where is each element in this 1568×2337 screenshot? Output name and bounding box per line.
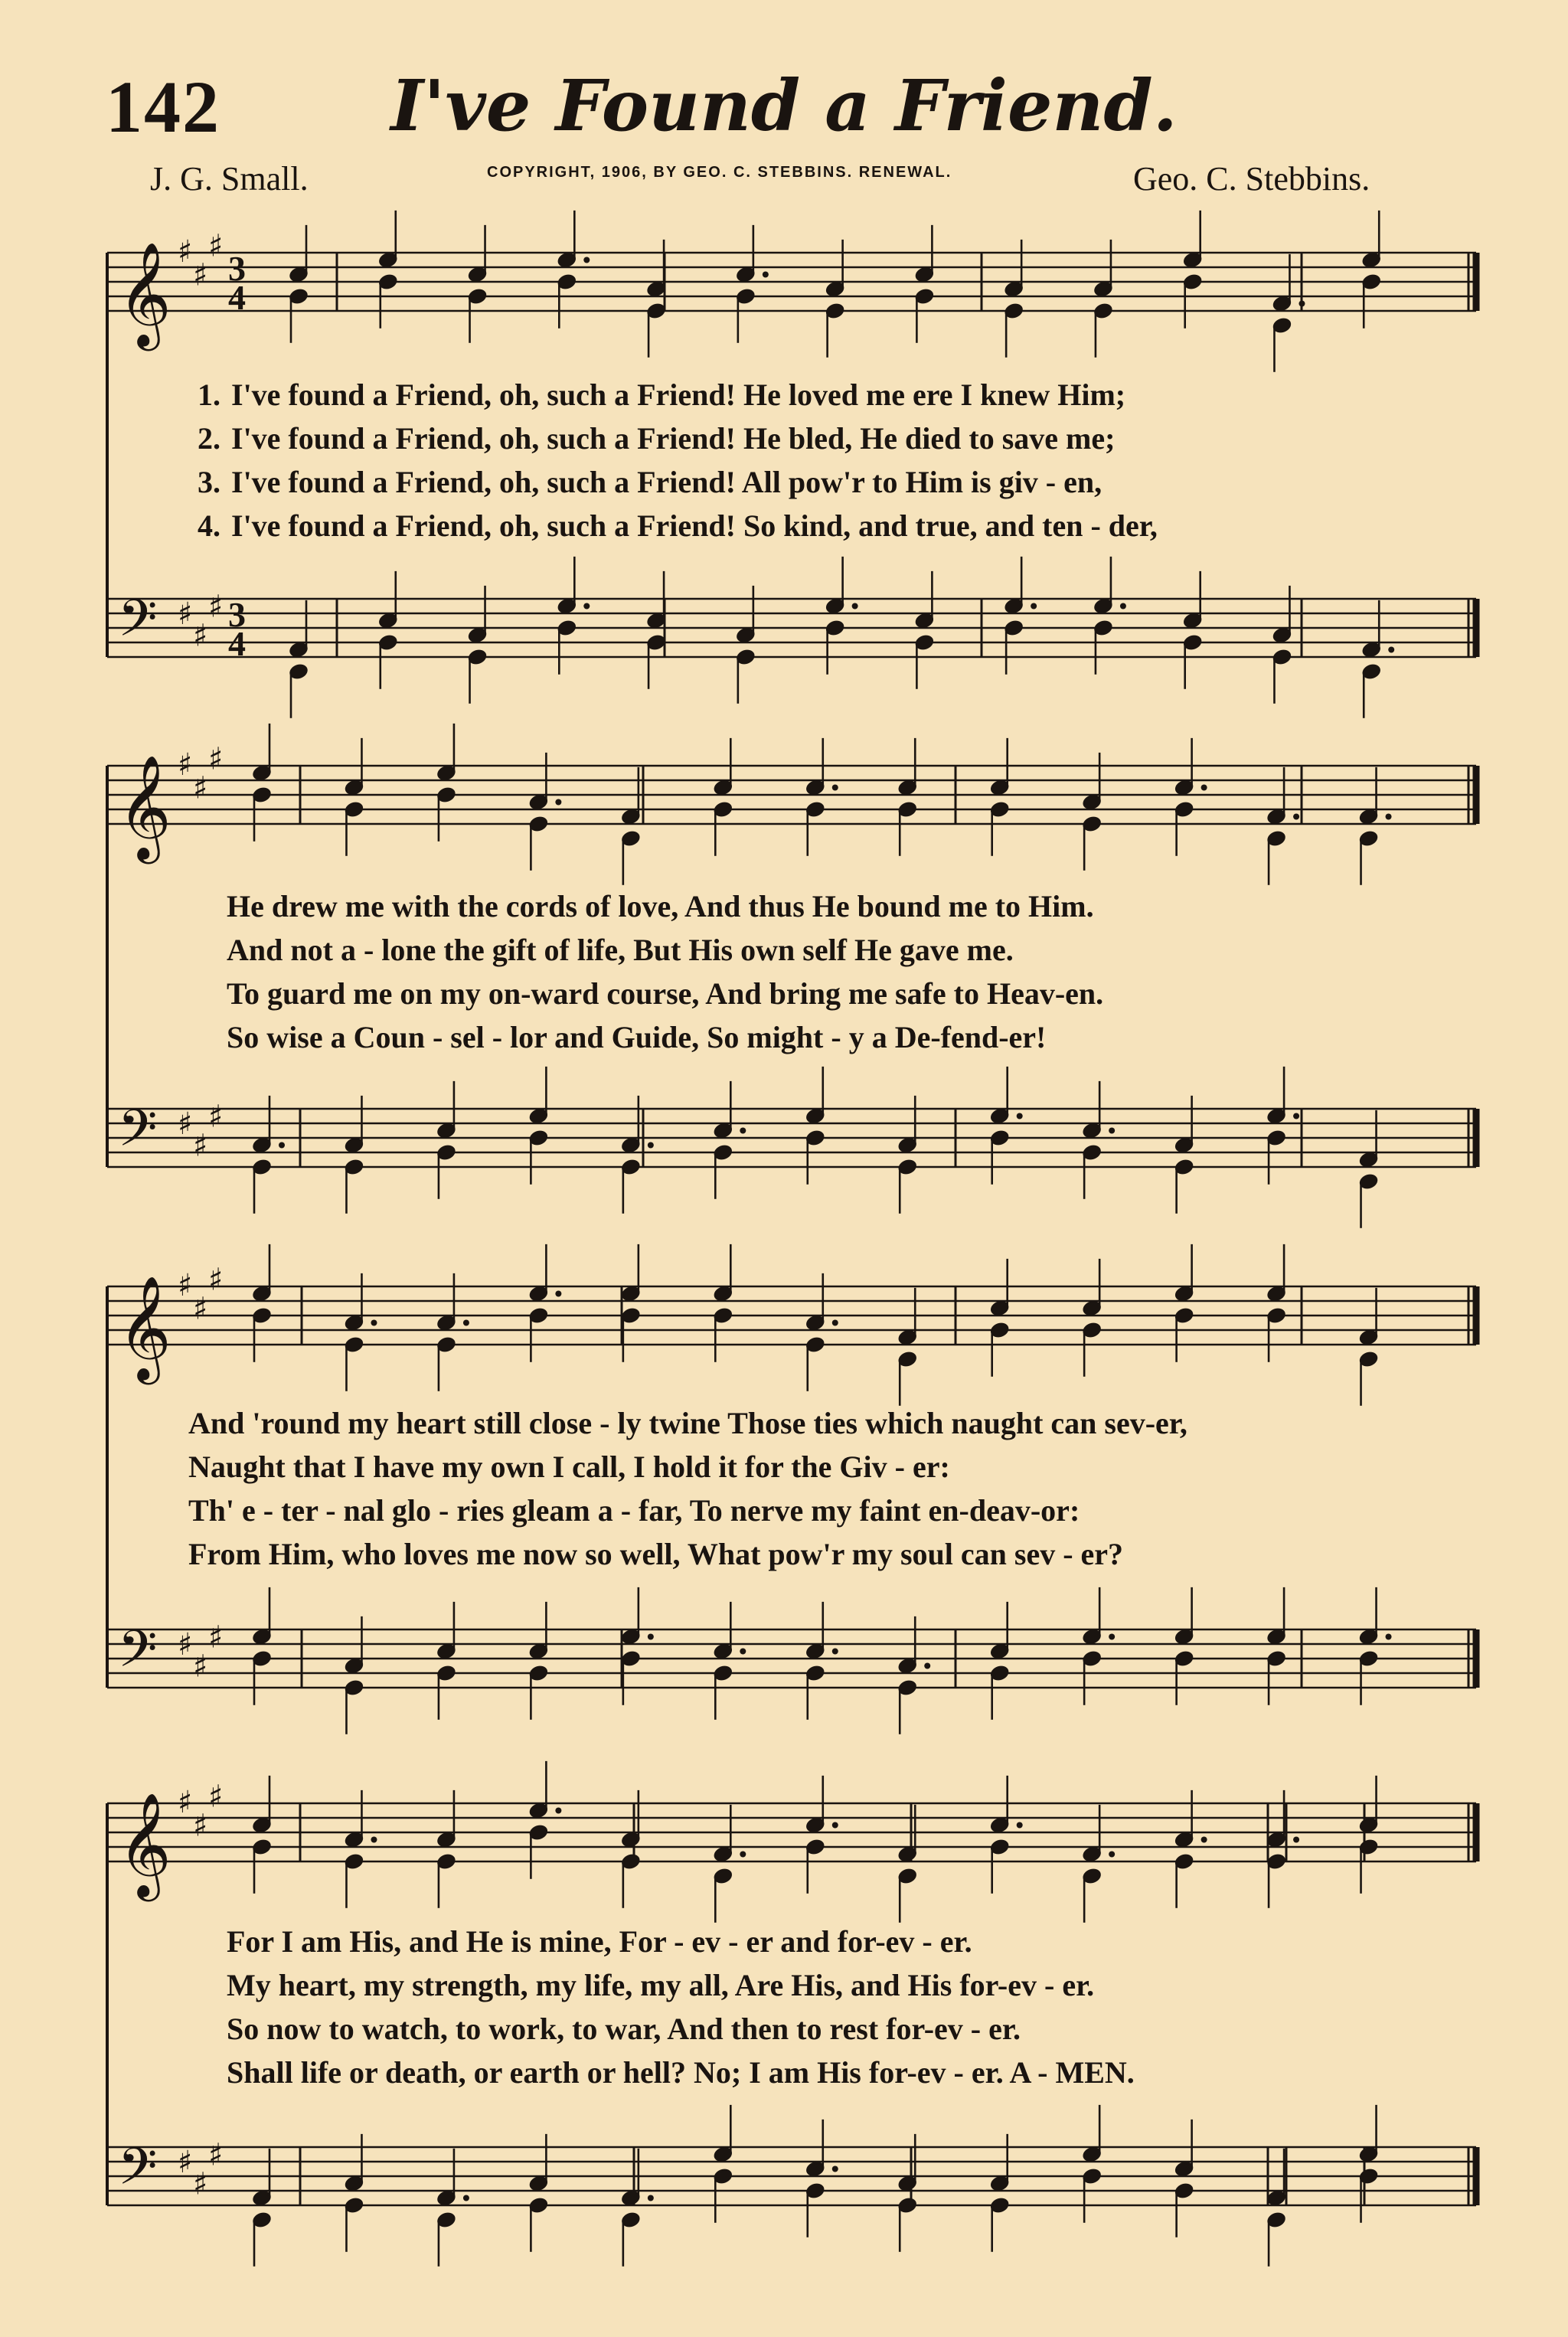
treble-clef-icon: 𝄞 — [118, 1274, 172, 1380]
sharp-icon: ♯ — [208, 2137, 224, 2173]
dot — [583, 257, 590, 263]
dot — [463, 2195, 469, 2201]
lyric-line: And not a - lone the gift of life, But His own self He gave me. — [227, 933, 1014, 967]
sharp-icon: ♯ — [208, 1620, 224, 1656]
lyricist: J. G. Small. — [150, 160, 309, 198]
treble-clef-icon: 𝄞 — [118, 753, 172, 859]
dot — [924, 1663, 930, 1669]
lyric-line: And 'round my heart still close - ly twine Those ties which naught can sev-er, — [188, 1406, 1187, 1440]
lyric-line: Th' e - ter - nal glo - ries gleam a - far, To nerve my faint en-deav-or: — [188, 1493, 1080, 1528]
sharp-icon: ♯ — [178, 1268, 193, 1303]
dot — [1293, 814, 1299, 820]
lyric-line: So wise a Coun - sel - lor and Guide, So might - y a De-fend-er! — [227, 1020, 1047, 1054]
dot — [1109, 1128, 1115, 1134]
dot — [1386, 1634, 1392, 1640]
time-signature-digit: 4 — [228, 624, 246, 663]
bass-clef-icon: 𝄢 — [118, 2137, 158, 2208]
time-signature-digit: 4 — [228, 278, 246, 317]
dot — [1293, 1837, 1299, 1843]
dot — [1017, 1822, 1023, 1829]
sharp-icon: ♯ — [178, 597, 193, 632]
lyric-line: Shall life or death, or earth or hell? No; I am His for-ev - er. A - MEN. — [227, 2055, 1135, 2090]
lyric-line: For I am His, and He is mine, For - ev - er and for-ev - er. — [227, 1924, 972, 1959]
sharp-icon: ♯ — [193, 1649, 208, 1685]
dot — [463, 1320, 469, 1326]
dot — [832, 2166, 838, 2172]
sharp-icon: ♯ — [193, 2166, 208, 2202]
dot — [832, 1649, 838, 1655]
sharp-icon: ♯ — [178, 234, 193, 270]
lyric-line: From Him, who loves me now so well, What pow'r my soul can sev - er? — [188, 1537, 1124, 1571]
sharp-icon: ♯ — [193, 257, 208, 293]
composer: Geo. C. Stebbins. — [1133, 160, 1370, 198]
dot — [740, 1649, 746, 1655]
dot — [740, 1852, 746, 1858]
dot — [852, 603, 858, 610]
time-signature-digit: 3 — [228, 249, 246, 288]
lyric-line: He drew me with the cords of love, And thus He bound me to Him. — [227, 889, 1094, 923]
sharp-icon: ♯ — [178, 2145, 193, 2180]
sharp-icon: ♯ — [178, 1627, 193, 1662]
lyric-line: 1. I've found a Friend, oh, such a Friend! He loved me ere I knew Him; — [198, 378, 1126, 412]
hymn-title: I've Found a Friend. — [390, 64, 1178, 147]
dot — [1017, 1113, 1023, 1119]
dot — [1031, 603, 1037, 610]
bass-clef-icon: 𝄢 — [118, 1099, 158, 1170]
dot — [1109, 1634, 1115, 1640]
sharp-icon: ♯ — [178, 747, 193, 783]
lyric-line: 3. I've found a Friend, oh, such a Friend! All pow'r to Him is giv - en, — [198, 465, 1102, 499]
lyric-line: Naught that I have my own I call, I hold it for the Giv - er: — [188, 1450, 950, 1484]
sharp-icon: ♯ — [193, 770, 208, 806]
dot — [1120, 603, 1126, 610]
dot — [1109, 1852, 1115, 1858]
sharp-icon: ♯ — [208, 1099, 224, 1135]
bass-clef-icon: 𝄢 — [118, 1620, 158, 1691]
copyright-notice: COPYRIGHT, 1906, BY GEO. C. STEBBINS. RENEWAL. — [487, 164, 952, 181]
dot — [555, 799, 561, 806]
lyric-line: 4. I've found a Friend, oh, such a Friend! So kind, and true, and ten - der, — [198, 508, 1158, 543]
dot — [648, 2195, 654, 2201]
dot — [1386, 814, 1392, 820]
sharp-icon: ♯ — [193, 1808, 208, 1844]
time-signature-digit: 3 — [228, 595, 246, 634]
dot — [763, 272, 769, 278]
dot — [1298, 301, 1305, 307]
sharp-icon: ♯ — [193, 1128, 208, 1164]
hymn-number: 142 — [106, 66, 220, 148]
dot — [371, 1837, 377, 1843]
dot — [832, 785, 838, 791]
dot — [1201, 785, 1207, 791]
dot — [648, 1142, 654, 1149]
dot — [583, 603, 590, 610]
sharp-icon: ♯ — [178, 1106, 193, 1142]
lyric-line: 2. I've found a Friend, oh, such a Friend! He bled, He died to save me; — [198, 421, 1116, 456]
dot — [1388, 647, 1394, 653]
treble-clef-icon: 𝄞 — [118, 240, 172, 346]
sharp-icon: ♯ — [193, 618, 208, 654]
lyric-line: My heart, my strength, my life, my all, Are His, and His for-ev - er. — [227, 1968, 1095, 2002]
dot — [832, 1320, 838, 1326]
sharp-icon: ♯ — [208, 1779, 224, 1815]
lyric-line: So now to watch, to work, to war, And then to rest for-ev - er. — [227, 2012, 1021, 2046]
dot — [279, 1142, 285, 1149]
sharp-icon: ♯ — [193, 1291, 208, 1327]
dot — [1293, 1113, 1299, 1119]
sharp-icon: ♯ — [178, 1785, 193, 1820]
sharp-icon: ♯ — [208, 228, 224, 264]
bass-clef-icon: 𝄢 — [118, 589, 158, 660]
sharp-icon: ♯ — [208, 589, 224, 625]
lyric-line: To guard me on my on-ward course, And bring me safe to Heav-en. — [227, 976, 1104, 1011]
dot — [555, 1291, 561, 1297]
dot — [832, 1822, 838, 1829]
sharp-icon: ♯ — [208, 1262, 224, 1298]
dot — [1201, 1837, 1207, 1843]
dot — [555, 1808, 561, 1814]
treble-clef-icon: 𝄞 — [118, 1791, 172, 1897]
dot — [740, 1128, 746, 1134]
dot — [371, 1320, 377, 1326]
dot — [648, 1634, 654, 1640]
sharp-icon: ♯ — [208, 741, 224, 777]
